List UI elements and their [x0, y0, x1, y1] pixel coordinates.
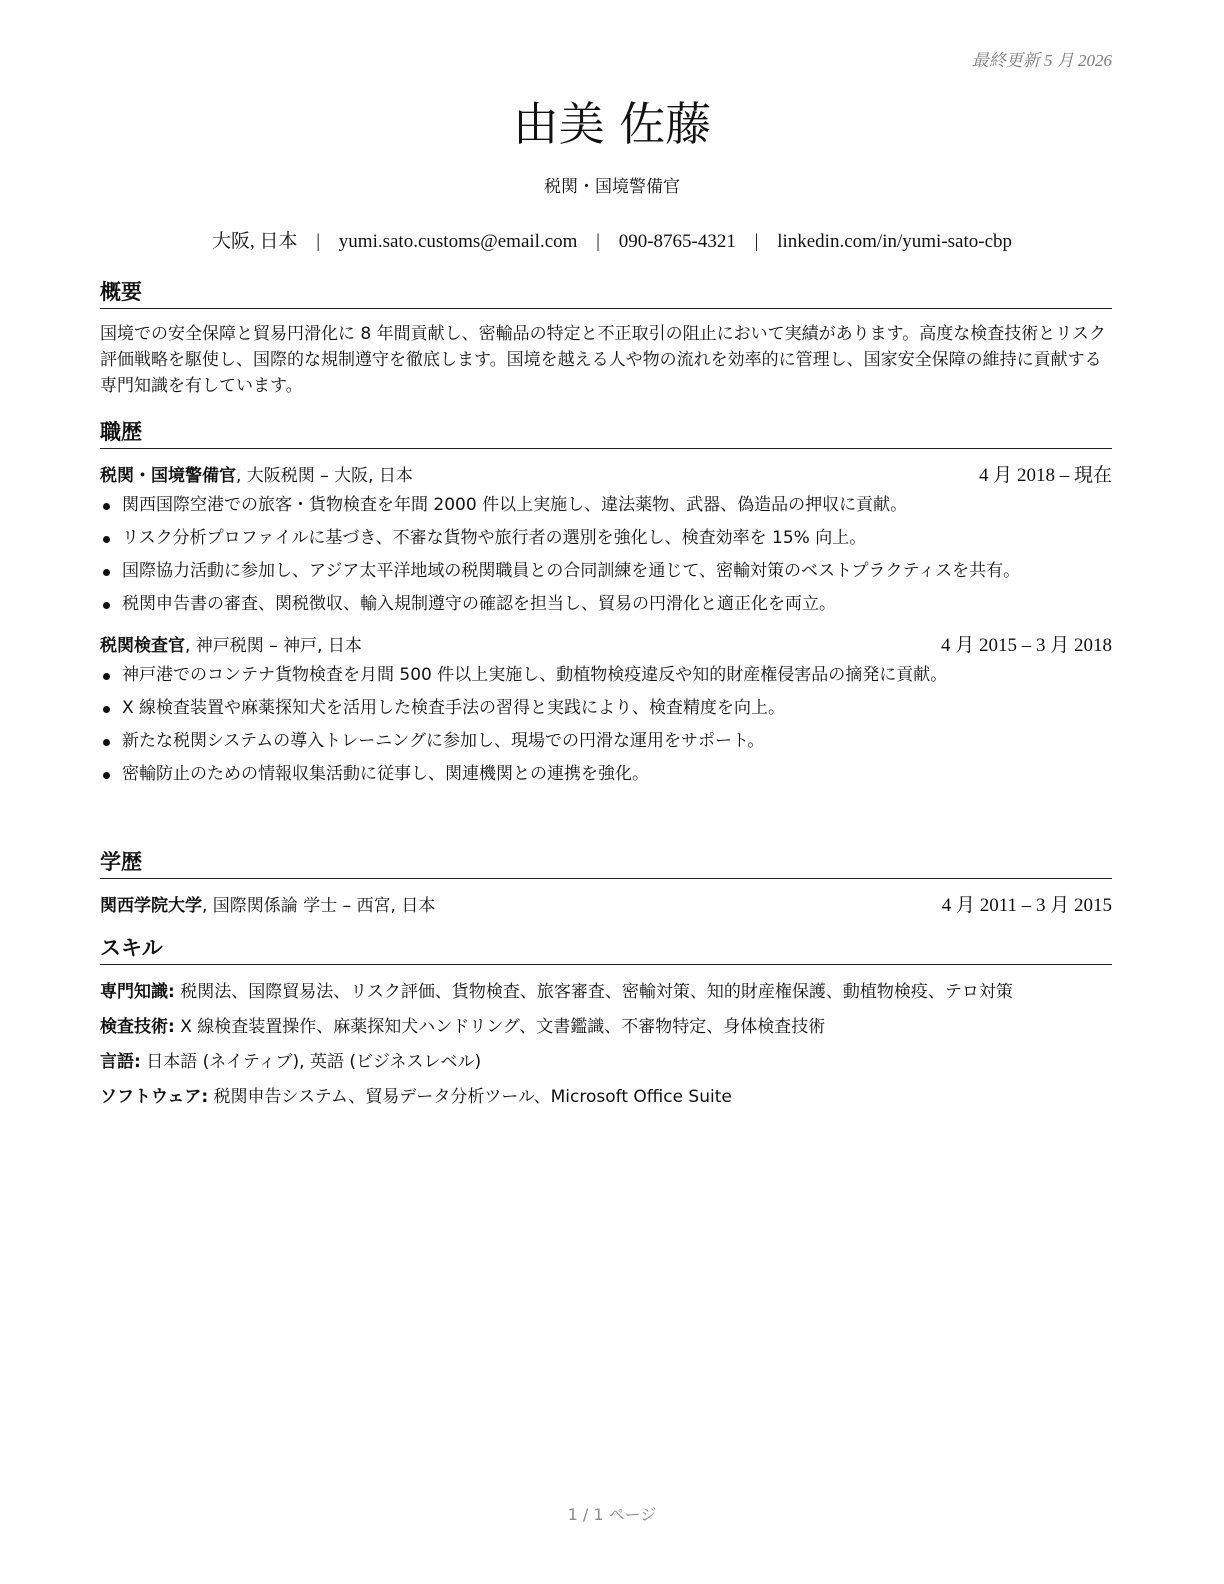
section-title-experience: 職歴	[100, 418, 1112, 449]
job-bullets	[100, 493, 1112, 617]
skill-label: ソフトウェア:	[100, 1087, 209, 1107]
contact-line	[0, 226, 1224, 253]
skill-value: 税関申告システム、貿易データ分析ツール、Microsoft Office Suite	[208, 1087, 732, 1107]
job-bullet: 関西国際空港での旅客・貨物検査を年間 2000 件以上実施し、違法薬物、武器、偽造品の押収に貢献。	[100, 493, 1112, 518]
skill-value: 税関法、国際貿易法、リスク評価、貨物検査、旅客審査、密輸対策、知的財産権保護、動植物検疫、テロ対策	[174, 982, 1013, 1002]
job-org: , 神戸税関 – 神戸, 日本	[185, 636, 362, 656]
contact-phone[interactable]: 090-8765-4321	[618, 231, 736, 252]
skill-line	[100, 1084, 1112, 1110]
resume-headline: 税関・国境警備官	[544, 177, 680, 197]
contact-separator: |	[596, 231, 600, 252]
education-school: 関西学院大学	[100, 896, 202, 916]
skill-value: 日本語 (ネイティブ), 英語 (ビジネスレベル)	[140, 1052, 482, 1072]
job-title-line	[100, 463, 413, 489]
job-bullet: X 線検査装置や麻薬探知犬を活用した検査手法の習得と実践により、検査精度を向上。	[100, 696, 1112, 721]
job-header	[100, 633, 1112, 659]
contact-location: 大阪, 日本	[211, 231, 298, 252]
job-dates: 4 月 2018 – 現在	[978, 465, 1112, 486]
job-org: , 大阪税関 – 大阪, 日本	[236, 466, 413, 486]
section-title-summary: 概要	[100, 278, 1112, 309]
job-bullet: リスク分析プロファイルに基づき、不審な貨物や旅行者の選別を強化し、検査効率を 15% 向上。	[100, 526, 1112, 551]
section-title-education: 学歴	[100, 848, 1112, 879]
job-entry	[100, 633, 1112, 787]
contact-email[interactable]: yumi.sato.customs@email.com	[338, 231, 578, 252]
last-updated: 最終更新 5 月 2026	[971, 51, 1112, 70]
section-title-skills: スキル	[100, 934, 1112, 965]
job-bullets	[100, 663, 1112, 787]
job-role: 税関検査官	[100, 636, 185, 656]
contact-linkedin[interactable]: linkedin.com/in/yumi-sato-cbp	[777, 231, 1013, 252]
job-bullet: 神戸港でのコンテナ貨物検査を月間 500 件以上実施し、動植物検疫違反や知的財産権侵害品の摘発に貢献。	[100, 663, 1112, 688]
contact-separator: |	[754, 231, 759, 252]
summary-text: 国境での安全保障と貿易円滑化に 8 年間貢献し、密輸品の特定と不正取引の阻止において実績があります。高度な検査技術とリスク評価戦略を駆使し、国際的な規制遵守を徹底します。国境を越える人や物の流れを効率的に管理し、国家安全保障の維持に貢献する専門知識を有しています。	[100, 324, 1106, 396]
education-section	[100, 848, 1112, 919]
skill-line	[100, 979, 1112, 1005]
job-title-line	[100, 633, 362, 659]
contact-separator: |	[316, 231, 321, 252]
job-bullet: 密輸防止のための情報収集活動に従事し、関連機関との連携を強化。	[100, 762, 1112, 787]
summary-section	[100, 278, 1112, 399]
resume-name: 由美 佐藤	[512, 97, 712, 151]
page-indicator: 1 / 1 ページ	[567, 1505, 657, 1524]
skill-line	[100, 1014, 1112, 1040]
education-line	[100, 893, 435, 919]
education-dates: 4 月 2011 – 3 月 2015	[941, 895, 1112, 916]
job-header	[100, 463, 1112, 489]
job-entry	[100, 463, 1112, 617]
job-bullet: 税関申告書の審査、関税徴収、輸入規制遵守の確認を担当し、貿易の円滑化と適正化を両立。	[100, 592, 1112, 617]
skill-value: X 線検査装置操作、麻薬探知犬ハンドリング、文書鑑識、不審物特定、身体検査技術	[174, 1017, 826, 1037]
skill-line	[100, 1049, 1112, 1075]
skill-label: 専門知識:	[100, 982, 175, 1002]
education-entry	[100, 893, 1112, 919]
job-bullet: 新たな税関システムの導入トレーニングに参加し、現場での円滑な運用をサポート。	[100, 729, 1112, 754]
job-dates: 4 月 2015 – 3 月 2018	[940, 635, 1112, 656]
education-degree: , 国際関係論 学士 – 西宮, 日本	[202, 896, 436, 916]
experience-section	[100, 418, 1112, 795]
skills-section	[100, 934, 1112, 1110]
job-bullet: 国際協力活動に参加し、アジア太平洋地域の税関職員との合同訓練を通じて、密輸対策のベストプラクティスを共有。	[100, 559, 1112, 584]
skill-label: 検査技術:	[100, 1017, 175, 1037]
job-role: 税関・国境警備官	[100, 466, 236, 486]
skill-label: 言語:	[100, 1052, 141, 1072]
